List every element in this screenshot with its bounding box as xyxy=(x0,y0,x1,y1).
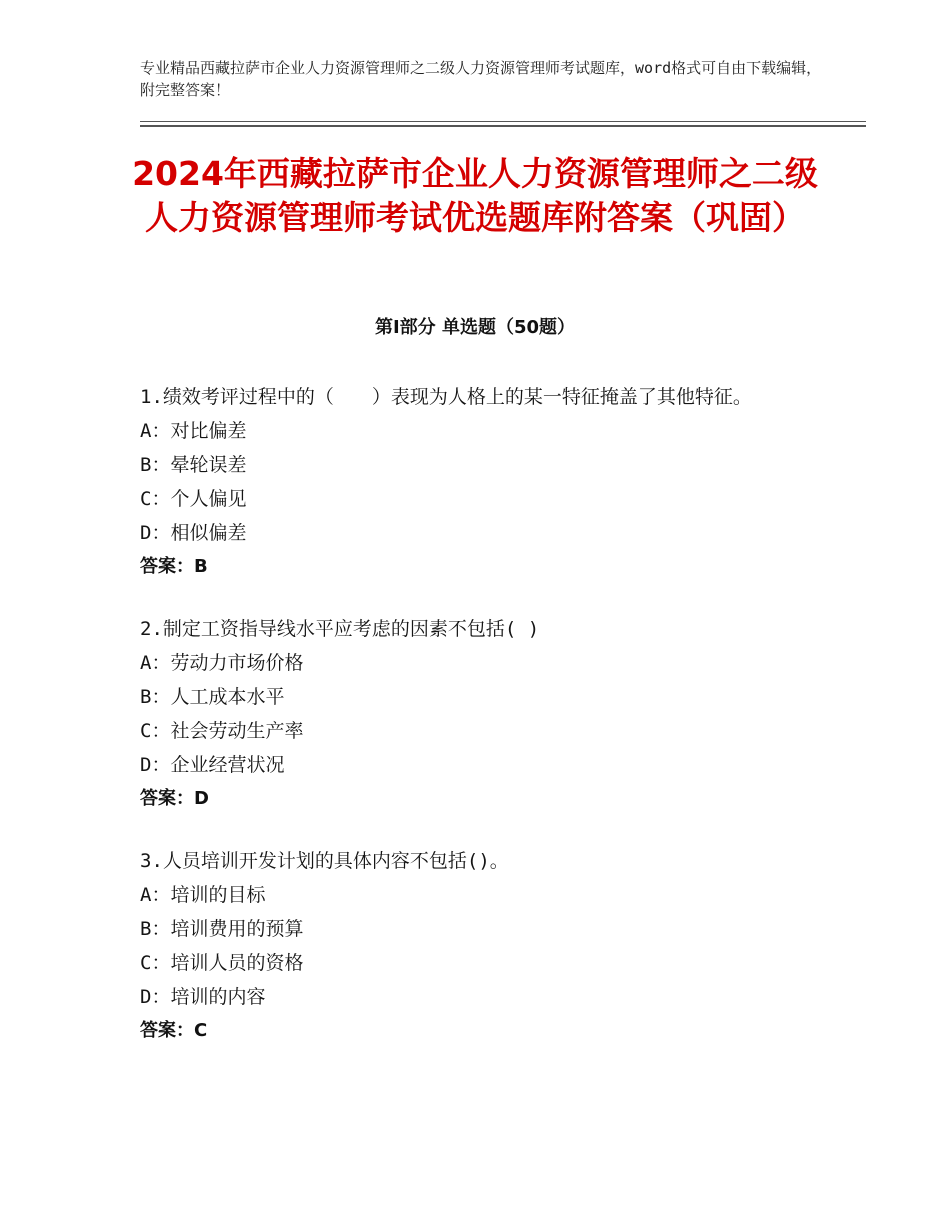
option-a: A：对比偏差 xyxy=(140,420,247,442)
option-d: D：企业经营状况 xyxy=(140,754,285,776)
question-text: 3.人员培训开发计划的具体内容不包括()。 xyxy=(140,850,509,872)
answer: 答案：B xyxy=(140,556,208,577)
question-text: 1.绩效考评过程中的（ ）表现为人格上的某一特征掩盖了其他特征。 xyxy=(140,386,752,408)
option-c: C：培训人员的资格 xyxy=(140,952,304,974)
option-a: A：培训的目标 xyxy=(140,884,266,906)
option-d: D：相似偏差 xyxy=(140,522,247,544)
document-title: 2024年西藏拉萨市企业人力资源管理师之二级人力资源管理师考试优选题库附答案（巩固） xyxy=(132,154,818,237)
option-b: B：人工成本水平 xyxy=(140,686,285,708)
option-b: B：培训费用的预算 xyxy=(140,918,304,940)
answer: 答案：C xyxy=(140,1020,208,1041)
option-d: D：培训的内容 xyxy=(140,986,266,1008)
option-a: A：劳动力市场价格 xyxy=(140,652,304,674)
question-1 xyxy=(140,380,820,584)
answer: 答案：D xyxy=(140,788,209,809)
question-3 xyxy=(140,844,820,1048)
question-text: 2.制定工资指导线水平应考虑的因素不包括( ) xyxy=(140,618,540,640)
question-list xyxy=(140,380,820,1076)
option-b: B：晕轮误差 xyxy=(140,454,247,476)
header-note: 专业精品西藏拉萨市企业人力资源管理师之二级人力资源管理师考试题库，word格式可自由下载编辑，附完整答案！ xyxy=(140,59,822,99)
question-2 xyxy=(140,612,820,816)
header-divider-thin xyxy=(140,121,866,122)
header-divider-thick xyxy=(140,125,866,127)
option-c: C：个人偏见 xyxy=(140,488,247,510)
section-heading: 第Ⅰ部分 单选题（50题） xyxy=(374,317,575,338)
option-c: C：社会劳动生产率 xyxy=(140,720,304,742)
